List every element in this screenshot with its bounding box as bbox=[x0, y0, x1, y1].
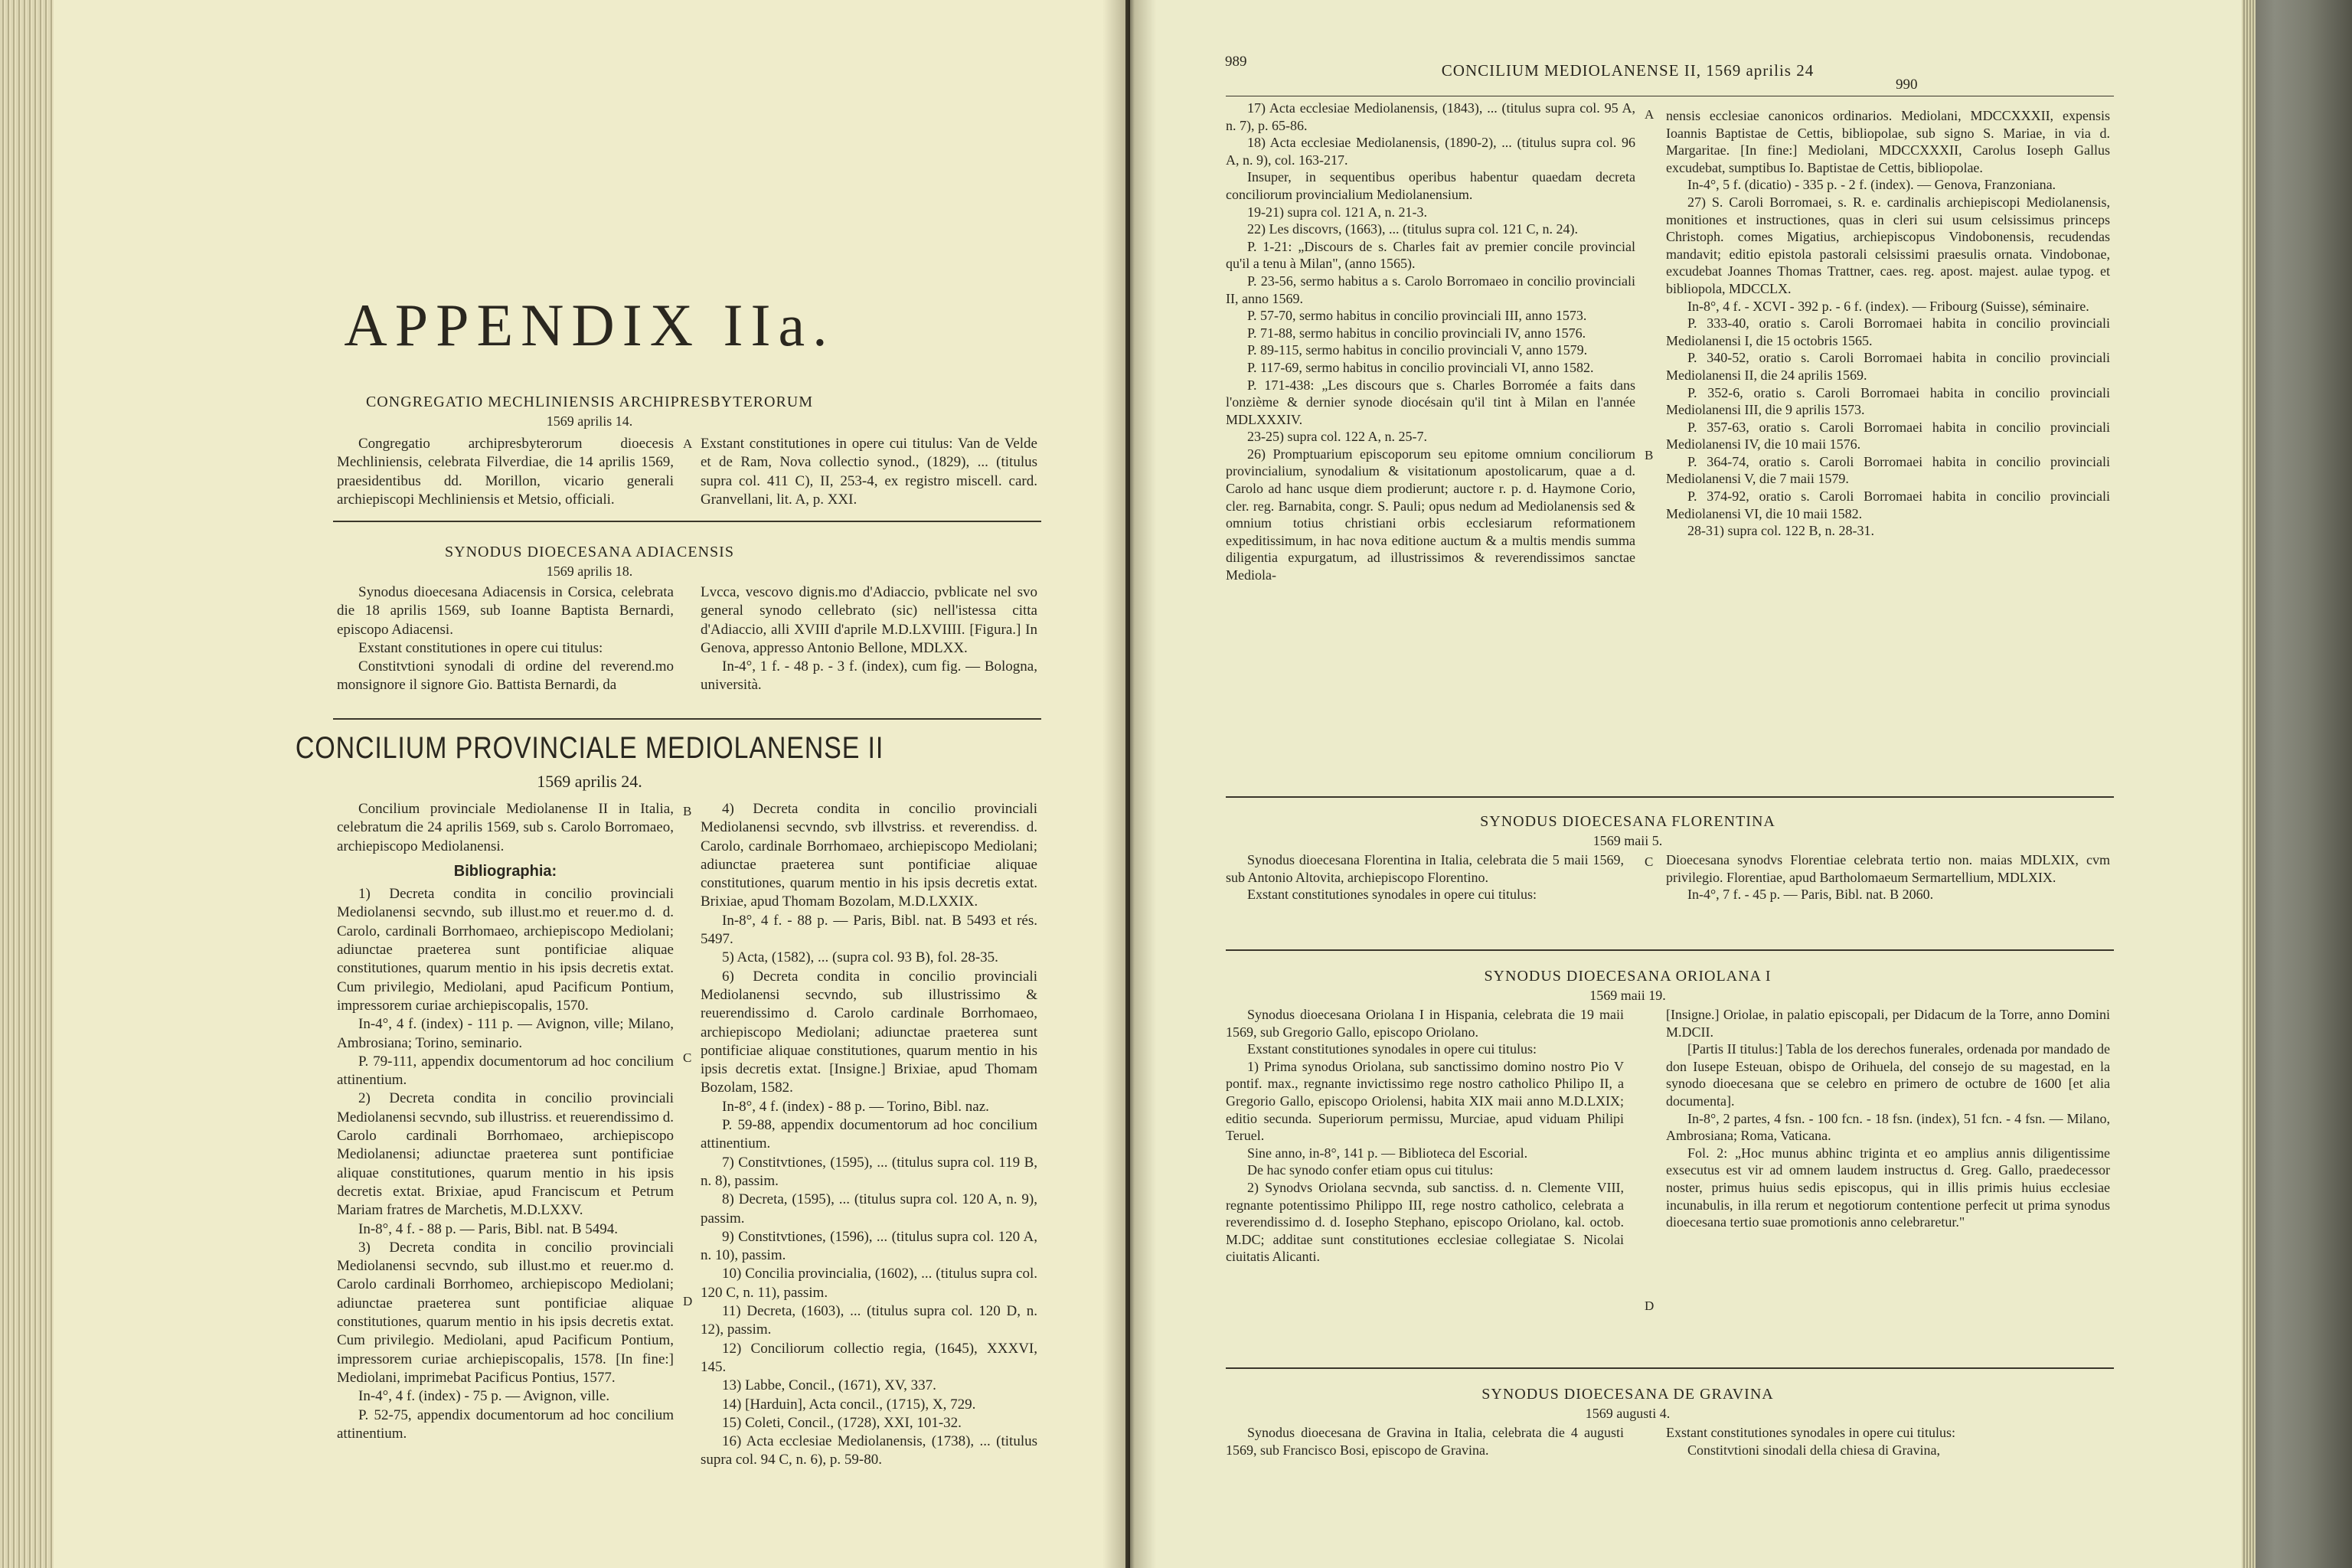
oriolana-col-b: [Insigne.] Oriolae, in palatio episcopali, per Didacum de la Torre, anno Domini M.DCII. [Partis II titulus:] Tabla de los derechos funerales, ordenada por mandado de don Iusepe Esteuan, obispo de Orihuela, del consejo de su magestad, en la synodo dioecesana que se celebro en primero de octubre de 1600 [et alia documenta]. In-8°, 2 partes, 4 fsn. - 100 fcn. - 18 fsn. (index), 51 fcn. - 4 fsn. — Milano, Ambrosiana; Roma, Vaticana. Fol. 2: „Hoc munus abhinc triginta et eo amplius annis diligentissime exsecutus est vir ad omnem laudem instructus d. Greg. Gallo, praedecessor noster, primus huius sedis episcopus, qui in illis primis huius ecclesiae incunabulis, in illa rerum et negotiorum contentione perfecit ut prima synodus dioecesana tertio suae promotionis anno celebraretur." bbox=[1666, 1007, 2110, 1230]
margin-letter: D bbox=[1645, 1298, 1655, 1313]
right-page bbox=[1130, 0, 2242, 1568]
rule bbox=[1226, 949, 2114, 951]
margin-letter: A bbox=[1645, 107, 1655, 122]
left-page bbox=[54, 0, 1125, 1568]
sec1-date: 1569 aprilis 14. bbox=[546, 413, 633, 429]
florentina-date: 1569 maii 5. bbox=[1592, 833, 1663, 848]
rule bbox=[1226, 796, 2114, 798]
sec1-col-b: Exstant constitutiones in opere cui titulus: Van de Velde et de Ram, Nova collectio synod., (1829), ... (titulus supra col. 411 C), II, 253-4, ex registro miscell. card. Granvellani, lit. A, p. XXI. bbox=[701, 436, 1037, 508]
page-number-989: 989 bbox=[1225, 54, 1247, 70]
florentina-col-b: Dioecesana synodvs Florentiae celebrata tertio non. maias MDLXIX, cvm privilegio. Florentiae, apud Bartholomaeum Sermartellium, MDLXIX. In-4°, 7 f. - 45 p. — Paris, Bibl. nat. B 2060. bbox=[1666, 852, 2110, 903]
sec2-date: 1569 aprilis 18. bbox=[546, 564, 633, 579]
rule bbox=[1226, 1367, 2114, 1369]
gravina-col-a: Synodus dioecesana de Gravina in Italia, celebrata die 4 augusti 1569, sub Francisco Bosi, episcopo de Gravina. bbox=[1226, 1425, 1624, 1458]
sec1-col-a: Congregatio archipresbyterorum dioecesis Mechliniensis, celebrata Filverdiae, die 14 aprilis 1569, praesidentibus dd. Morillon, vicario generali archiepiscopi Mechliniensis et Metsio, officiali. bbox=[337, 436, 674, 508]
sec1-title: CONGREGATIO MECHLINIENSIS ARCHIPRESBYTERORUM bbox=[365, 394, 814, 410]
page-number-990: 990 bbox=[1896, 77, 1918, 93]
rule bbox=[333, 718, 1041, 720]
margin-letter: A bbox=[683, 436, 693, 451]
gravina-date: 1569 augusti 4. bbox=[1585, 1406, 1671, 1421]
sec3-col-b: 4) Decreta condita in concilio provinciali Mediolanensi secvndo, svb illvstriss. et reverendiss. d. Carolo, cardinale Borrhomaeo, archiepiscopo Mediolani; adiunctae praeterea sunt pontificiae aliquae constitutiones, quarum mentio in his ipsis decretis extat. Brixiae, apud Thomam Bozolam, M.D.LXXIX. In-8°, 4 f. - 88 p. — Paris, Bibl. nat. B 5493 et rés. 5497. 5) Acta, (1582), ... (supra col. 93 B), fol. 28-35. 6) Decreta condita in concilio provinciali Mediolanensi secvndo, sub illustrissimo & reuerendissimo d. Carolo cardinale Borrhomaeo, archiepiscopo Mediolani; adiunctae praeterea sunt pontificiae aliquae constitutiones, quarum mentio in his ipsis decretis extat. [Insigne.] Brixiae, apud Thomam Bozolam, 1582. In-8°, 4 f. (index) - 88 p. — Torino, Bibl. naz. P. 59-88, appendix documentorum ad hoc concilium attinentium. 7) Constitvtiones, (1595), ... (titulus supra col. 119 B, n. 8), passim. 8) Decreta, (1595), ... (titulus supra col. 120 A, n. 9), passim. 9) Constitvtiones, (1596), ... (titulus supra col. 120 A, n. 10), passim. 10) Concilia provincialia, (1602), ... (titulus supra col. 120 C, n. 11), passim. 11) Decreta, (1603), ... (titulus supra col. 120 D, n. 12), passim. 12) Conciliorum collectio regia, (1645), XXXVI, 145. 13) Labbe, Concil., (1671), XV, 337. 14) [Harduin], Acta concil., (1715), X, 729. 15) Coleti, Concil., (1728), XXI, 101-32. 16) Acta ecclesiae Mediolanensis, (1738), ... (titulus supra col. 94 C, n. 6), p. 59-80. bbox=[701, 801, 1037, 1468]
margin-letter: D bbox=[683, 1294, 693, 1308]
margin-letter: B bbox=[683, 804, 692, 818]
oriolana-title: SYNODUS DIOECESANA ORIOLANA I bbox=[1484, 968, 1772, 985]
sec2-title: SYNODUS DIOECESANA ADIACENSIS bbox=[445, 544, 734, 560]
oriolana-date: 1569 maii 19. bbox=[1589, 988, 1666, 1003]
book-gutter bbox=[1102, 0, 1156, 1568]
sec2-col-a: Synodus dioecesana Adiacensis in Corsica, celebrata die 18 aprilis 1569, sub Ioanne Baptista Bernardi, episcopo Adiacensi. Exstant constitutiones in opere cui titulus: Constitvtioni synodali di ordine del reverend.mo monsignore il signore Gio. Battista Bernardi, da bbox=[337, 584, 674, 694]
sec3-title: CONCILIUM PROVINCIALE MEDIOLANENSE II bbox=[295, 731, 884, 765]
florentina-col-a: Synodus dioecesana Florentina in Italia, celebrata die 5 maii 1569, sub Antonio Altovita, archiepiscopo Florentino. Exstant constitutiones synodales in opere cui titulus: bbox=[1226, 852, 1624, 903]
page-edges bbox=[2242, 0, 2256, 1568]
rule bbox=[333, 521, 1041, 522]
margin-letter: C bbox=[683, 1050, 692, 1065]
running-head: CONCILIUM MEDIOLANENSE II, 1569 aprilis 24 bbox=[1441, 61, 1815, 80]
bibliographia-heading: Bibliographia: bbox=[453, 862, 557, 880]
sec2-col-b: Lvcca, vescovo dignis.mo d'Adiaccio, pvblicate nel svo general synodo cellebrato (sic) nell'istessa citta d'Adiaccio, alli XVIII d'aprile M.D.LXVIIII. [Figura.] In Genova, appresso Antonio Bellone, MDLXX. In-4°, 1 f. - 48 p. - 3 f. (index), cum fig. — Bologna, università. bbox=[701, 584, 1037, 694]
book-edge-left bbox=[0, 0, 54, 1568]
sec3-date: 1569 aprilis 24. bbox=[537, 772, 642, 791]
gravina-title: SYNODUS DIOECESANA DE GRAVINA bbox=[1481, 1386, 1774, 1403]
oriolana-col-a: Synodus dioecesana Oriolana I in Hispania, celebrata die 19 maii 1569, sub Gregorio Gallo, episcopo Oriolano. Exstant constitutiones synodales in opere cui titulus: 1) Prima synodus Oriolana, sub sanctissimo domino nostro Pio V pontif. max., regnante invictissimo rege nostro catholico Philipo II, a Gregorio Gallo, episcopo Oriolensi, habita XIX maii anno M.D.LXIX; editio secunda. Superiorum permissu, Murciae, apud viduam Philipi Teruel. Sine anno, in-8°, 141 p. — Biblioteca del Escorial. De hac synodo confer etiam opus cui titulus: 2) Synodvs Oriolana secvnda, sub sanctiss. d. n. Clemente VIII, regnante potentissimo Philippo III, rege nostro catholico, celebrata a reverendissimo d. d. Iosepho Stephano, episcopo Oriolano, kal. octob. M.DC; additae sunt constitutiones ecclesiae collegiatae S. Nicolai ciuitatis Alicanti. bbox=[1226, 1007, 1624, 1265]
florentina-title: SYNODUS DIOECESANA FLORENTINA bbox=[1480, 813, 1775, 830]
book-edge-right bbox=[2242, 0, 2352, 1568]
margin-letter: B bbox=[1645, 448, 1654, 462]
gravina-col-b: Exstant constitutiones synodales in opere cui titulus: Constitvtioni sinodali della chiesa di Gravina, bbox=[1666, 1425, 1955, 1458]
margin-letter: C bbox=[1645, 854, 1654, 869]
right-col-b: nensis ecclesiae canonicos ordinarios. Mediolani, MDCCXXXII, expensis Ioannis Baptistae de Cettis, bibliopolae, sub signo S. Mariae, in via d. Margaritae. [In fine:] Mediolani, MDCCXXXII, Carolus Ioseph Gallus excudebat, sumptibus Io. Baptistae de Cettis, bibliopolae. In-4°, 5 f. (dicatio) - 335 p. - 2 f. (index). — Genova, Franzoniana. 27) S. Caroli Borromaei, s. R. e. cardinalis archiepiscopi Mediolanensis, monitiones et instructiones, quas in cleri sui usum celsissimus princeps Christoph. comes Migatius, archiepiscopus Vindobonensis, recudendas mandavit; editio epistola pastorali celsissimi praesulis ornata. Vindobonae, excudebat Joannes Thomas Trattner, caes. reg. apost. majest. aulae typog. et bibliopola, MDCCLX. In-8°, 4 f. - XCVI - 392 p. - 6 f. (index). — Fribourg (Suisse), séminaire. P. 333-40, oratio s. Caroli Borromaei habita in concilio provinciali Mediolanensi I, die 15 octobris 1565. P. 340-52, oratio s. Caroli Borromaei habita in concilio provinciali Mediolanensi II, die 24 aprilis 1569. P. 352-6, oratio s. Caroli Borromaei habita in concilio provinciali Mediolanensi III, die 9 aprilis 1573. P. 357-63, oratio s. Caroli Borromaei habita in concilio provinciali Mediolanensi IV, die 10 maii 1576. P. 364-74, oratio s. Caroli Borromaei habita in concilio provinciali Mediolanensi V, die 7 maii 1579. P. 374-92, oratio s. Caroli Borromaei habita in concilio provinciali Mediolanensi VI, die 10 maii 1582. 28-31) supra col. 122 B, n. 28-31. bbox=[1666, 108, 2110, 539]
sec3-col-a: Concilium provinciale Mediolanense II in Italia, celebratum die 24 aprilis 1569, sub s. Carolo Borromaeo, archiepiscopo Mediolanensi. Bibliographia: 1) Decreta condita in concilio provinciali Mediolanensi secvndo, sub illust.mo et reuer.mo d. d. Carolo, cardinali Borrhomaeo, archiepiscopo Mediolani; adiunctae praeterea sunt pontificiae aliquae constitutiones, quarum mentio in his ipsis decretis extat. Cum privilegio, Mediolani, apud Pacificum Pontium, impressorem curiae archiepiscopalis, 1570. In-4°, 4 f. (index) - 111 p. — Avignon, ville; Milano, Ambrosiana; Torino, seminario. P. 79-111, appendix documentorum ad hoc concilium attinentium. 2) Decreta condita in concilio provinciali Mediolanensi secvndo, sub illustriss. et reuerendissimo d. Carolo cardinali Borrhomaeo, archiepiscopo Mediolanensi; adiunctae praeterea sunt pontificiae aliquae constitutiones, quarum mentio in his ipsis decretis extat. Brixiae, apud Franciscum et Petrum Mariam fratres de Marchetis, M.D.LXXV. In-8°, 4 f. - 88 p. — Paris, Bibl. nat. B 5494. 3) Decreta condita in concilio provinciali Mediolanensi secvndo, sub illust.mo et reuer.mo d. Carolo cardinali Borrhomeo, archiepiscopo Mediolani; adiunctae praeterea sunt pontificiae aliquae constitutiones, quarum mentio in his ipsis decretis extat. Cum privilegio. Mediolani, apud Pacificum Pontium, impressorem curiae archiepiscopalis, 1578. [In fine:] Mediolani, imprimebat Pacificus Pontius, 1577. In-4°, 4 f. (index) - 75 p. — Avignon, ville. P. 52-75, appendix documentorum ad hoc concilium attinentium. bbox=[337, 801, 674, 1442]
appendix-title: APPENDIX IIa. bbox=[344, 292, 835, 358]
right-col-a: 17) Acta ecclesiae Mediolanensis, (1843), ... (titulus supra col. 95 A, n. 7), p. 65-86. 18) Acta ecclesiae Mediolanensis, (1890-2), ... (titulus supra col. 96 A, n. 9), col. 163-217. Insuper, in sequentibus operibus habentur quaedam decreta conciliorum provincialium Mediolanensium. 19-21) supra col. 121 A, n. 21-3. 22) Les discovrs, (1663), ... (titulus supra col. 121 C, n. 24). P. 1-21: „Discours de s. Charles fait av premier concile provincial qu'il a tenu à Milan", (anno 1565). P. 23-56, sermo habitus a s. Carolo Borromaeo in concilio provinciali II, anno 1569. P. 57-70, sermo habitus in concilio provinciali III, anno 1573. P. 71-88, sermo habitus in concilio provinciali IV, anno 1576. P. 89-115, sermo habitus in concilio provinciali V, anno 1579. P. 117-69, sermo habitus in concilio provinciali VI, anno 1582. P. 171-438: „Les discours que s. Charles Borromée a faits dans l'onzième & dernier synode diocésain qu'il tint à Milan en l'année MDLXXXIV. 23-25) supra col. 122 A, n. 25-7. 26) Promptuarium episcoporum seu epitome omnium conciliorum provincialium, synodalium & visitationum apostolicarum, quae a d. Carolo ad hanc usque diem prodierunt; auctore r. p. d. Haymone Corio, cler. reg. Barnabita, congr. S. Pauli; opus nedum ad Mediolanensis sed & omnium totius christiani orbis ecclesiarum reformationem expeditissimum, in hac nova editione auctum & a multis mendis summa diligentia expurgatum, ad illustrissimos & reverendissimos sanctae Mediola- bbox=[1226, 100, 1635, 583]
